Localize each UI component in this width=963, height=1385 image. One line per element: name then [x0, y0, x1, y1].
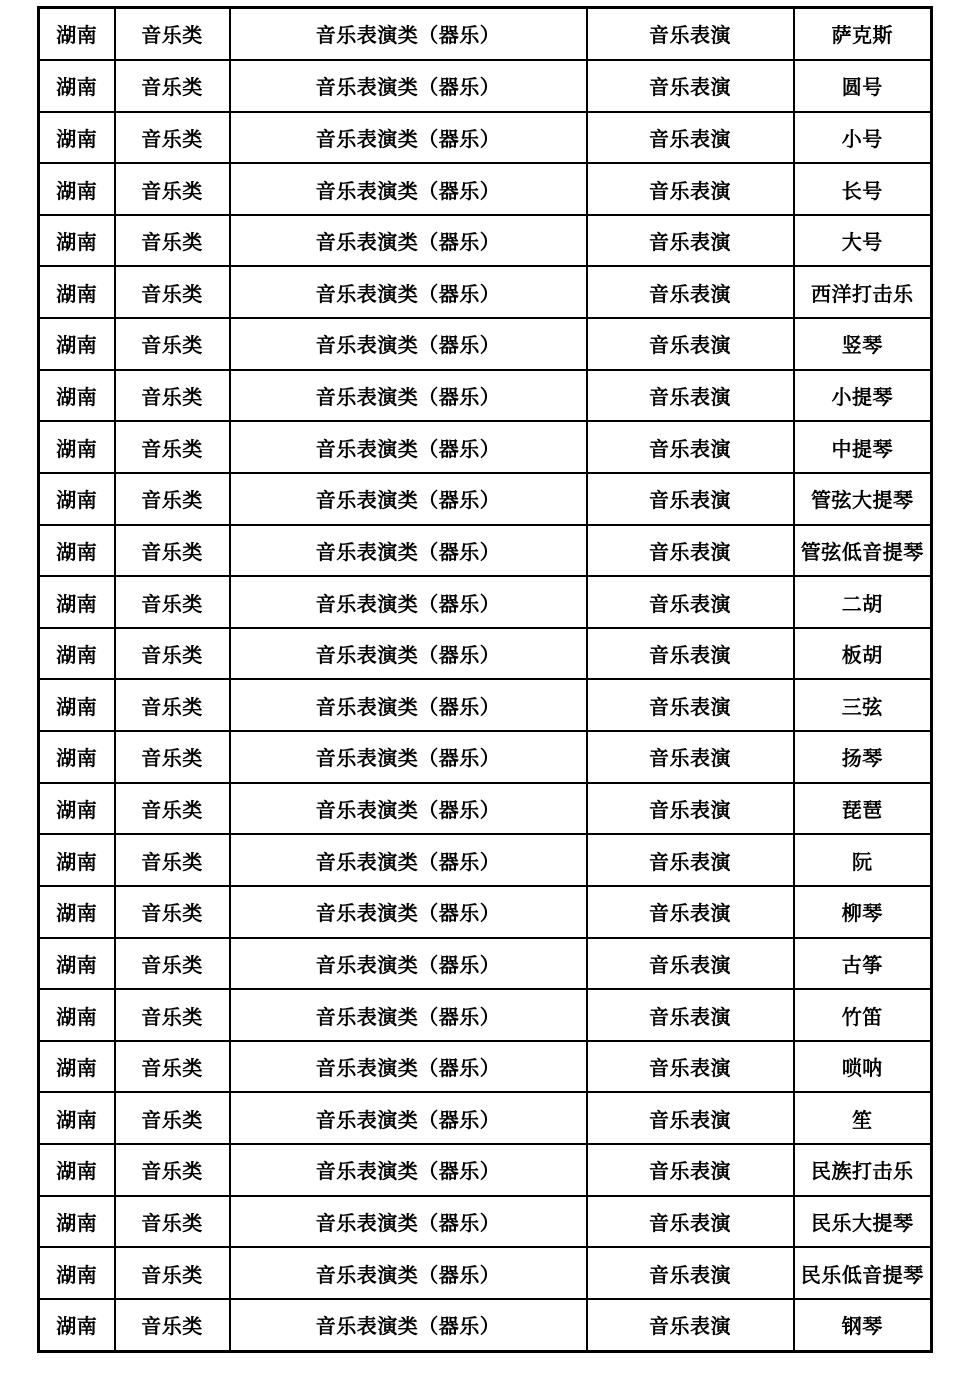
cell-major: 音乐表演 — [587, 525, 794, 577]
table-row — [39, 1299, 932, 1352]
cell-major: 音乐表演 — [587, 783, 794, 835]
table-row — [39, 731, 932, 783]
cell-province: 湖南 — [39, 1299, 115, 1352]
cell-province: 湖南 — [39, 783, 115, 835]
cell-major: 音乐表演 — [587, 1299, 794, 1352]
cell-province: 湖南 — [39, 370, 115, 422]
cell-major: 音乐表演 — [587, 215, 794, 267]
cell-category: 音乐类 — [115, 163, 230, 215]
table-row — [39, 938, 932, 990]
cell-category: 音乐类 — [115, 783, 230, 835]
cell-category: 音乐类 — [115, 1196, 230, 1248]
cell-category: 音乐类 — [115, 679, 230, 731]
cell-subcategory: 音乐表演类（器乐） — [230, 628, 587, 680]
cell-subcategory: 音乐表演类（器乐） — [230, 989, 587, 1041]
table-row — [39, 473, 932, 525]
cell-subcategory: 音乐表演类（器乐） — [230, 834, 587, 886]
table-row — [39, 163, 932, 215]
table-row — [39, 1041, 932, 1093]
cell-subcategory: 音乐表演类（器乐） — [230, 421, 587, 473]
cell-instrument: 大号 — [794, 215, 932, 267]
cell-province: 湖南 — [39, 1247, 115, 1299]
cell-major: 音乐表演 — [587, 60, 794, 112]
cell-major: 音乐表演 — [587, 886, 794, 938]
cell-province: 湖南 — [39, 318, 115, 370]
cell-instrument: 三弦 — [794, 679, 932, 731]
cell-subcategory: 音乐表演类（器乐） — [230, 938, 587, 990]
cell-subcategory: 音乐表演类（器乐） — [230, 886, 587, 938]
cell-subcategory: 音乐表演类（器乐） — [230, 731, 587, 783]
cell-category: 音乐类 — [115, 1144, 230, 1196]
cell-major: 音乐表演 — [587, 473, 794, 525]
table-row — [39, 989, 932, 1041]
cell-province: 湖南 — [39, 834, 115, 886]
table-row — [39, 215, 932, 267]
cell-category: 音乐类 — [115, 989, 230, 1041]
cell-instrument: 萨克斯 — [794, 8, 932, 60]
cell-category: 音乐类 — [115, 628, 230, 680]
cell-category: 音乐类 — [115, 1299, 230, 1352]
cell-category: 音乐类 — [115, 215, 230, 267]
cell-instrument: 扬琴 — [794, 731, 932, 783]
cell-subcategory: 音乐表演类（器乐） — [230, 576, 587, 628]
cell-instrument: 竹笛 — [794, 989, 932, 1041]
cell-category: 音乐类 — [115, 318, 230, 370]
cell-province: 湖南 — [39, 886, 115, 938]
cell-province: 湖南 — [39, 1041, 115, 1093]
cell-major: 音乐表演 — [587, 576, 794, 628]
cell-subcategory: 音乐表演类（器乐） — [230, 215, 587, 267]
cell-major: 音乐表演 — [587, 679, 794, 731]
cell-province: 湖南 — [39, 1196, 115, 1248]
cell-category: 音乐类 — [115, 112, 230, 164]
cell-subcategory: 音乐表演类（器乐） — [230, 783, 587, 835]
cell-major: 音乐表演 — [587, 834, 794, 886]
cell-subcategory: 音乐表演类（器乐） — [230, 318, 587, 370]
cell-subcategory: 音乐表演类（器乐） — [230, 1041, 587, 1093]
cell-category: 音乐类 — [115, 60, 230, 112]
cell-major: 音乐表演 — [587, 370, 794, 422]
cell-major: 音乐表演 — [587, 163, 794, 215]
table-row — [39, 266, 932, 318]
cell-province: 湖南 — [39, 1092, 115, 1144]
cell-province: 湖南 — [39, 8, 115, 60]
cell-instrument: 阮 — [794, 834, 932, 886]
table-row — [39, 886, 932, 938]
cell-subcategory: 音乐表演类（器乐） — [230, 370, 587, 422]
cell-major: 音乐表演 — [587, 731, 794, 783]
cell-instrument: 中提琴 — [794, 421, 932, 473]
cell-subcategory: 音乐表演类（器乐） — [230, 679, 587, 731]
cell-major: 音乐表演 — [587, 8, 794, 60]
cell-category: 音乐类 — [115, 886, 230, 938]
cell-major: 音乐表演 — [587, 938, 794, 990]
table-row — [39, 1092, 932, 1144]
cell-subcategory: 音乐表演类（器乐） — [230, 525, 587, 577]
cell-province: 湖南 — [39, 576, 115, 628]
table-row — [39, 112, 932, 164]
cell-province: 湖南 — [39, 525, 115, 577]
cell-province: 湖南 — [39, 215, 115, 267]
cell-major: 音乐表演 — [587, 1144, 794, 1196]
cell-category: 音乐类 — [115, 938, 230, 990]
cell-instrument: 琵琶 — [794, 783, 932, 835]
cell-category: 音乐类 — [115, 421, 230, 473]
table-row — [39, 525, 932, 577]
cell-instrument: 钢琴 — [794, 1299, 932, 1352]
cell-category: 音乐类 — [115, 576, 230, 628]
table-body — [39, 8, 932, 1352]
cell-instrument: 小提琴 — [794, 370, 932, 422]
cell-instrument: 古筝 — [794, 938, 932, 990]
cell-category: 音乐类 — [115, 525, 230, 577]
cell-instrument: 笙 — [794, 1092, 932, 1144]
cell-subcategory: 音乐表演类（器乐） — [230, 266, 587, 318]
table-row — [39, 834, 932, 886]
table-row — [39, 318, 932, 370]
table-row — [39, 783, 932, 835]
cell-category: 音乐类 — [115, 1247, 230, 1299]
cell-province: 湖南 — [39, 112, 115, 164]
cell-instrument: 管弦低音提琴 — [794, 525, 932, 577]
cell-category: 音乐类 — [115, 834, 230, 886]
cell-instrument: 二胡 — [794, 576, 932, 628]
cell-instrument: 唢呐 — [794, 1041, 932, 1093]
table-row — [39, 628, 932, 680]
cell-subcategory: 音乐表演类（器乐） — [230, 473, 587, 525]
cell-province: 湖南 — [39, 628, 115, 680]
cell-province: 湖南 — [39, 938, 115, 990]
cell-subcategory: 音乐表演类（器乐） — [230, 1144, 587, 1196]
cell-province: 湖南 — [39, 421, 115, 473]
table-row — [39, 421, 932, 473]
cell-province: 湖南 — [39, 473, 115, 525]
cell-instrument: 长号 — [794, 163, 932, 215]
cell-major: 音乐表演 — [587, 112, 794, 164]
cell-province: 湖南 — [39, 731, 115, 783]
cell-major: 音乐表演 — [587, 1092, 794, 1144]
cell-major: 音乐表演 — [587, 1196, 794, 1248]
cell-instrument: 柳琴 — [794, 886, 932, 938]
table-row — [39, 370, 932, 422]
cell-province: 湖南 — [39, 266, 115, 318]
table-row — [39, 576, 932, 628]
cell-subcategory: 音乐表演类（器乐） — [230, 1196, 587, 1248]
cell-instrument: 板胡 — [794, 628, 932, 680]
cell-subcategory: 音乐表演类（器乐） — [230, 60, 587, 112]
cell-instrument: 民乐大提琴 — [794, 1196, 932, 1248]
cell-province: 湖南 — [39, 679, 115, 731]
cell-subcategory: 音乐表演类（器乐） — [230, 1299, 587, 1352]
cell-category: 音乐类 — [115, 1092, 230, 1144]
cell-instrument: 西洋打击乐 — [794, 266, 932, 318]
cell-province: 湖南 — [39, 989, 115, 1041]
table-row — [39, 679, 932, 731]
cell-category: 音乐类 — [115, 473, 230, 525]
cell-subcategory: 音乐表演类（器乐） — [230, 1092, 587, 1144]
table-row — [39, 1247, 932, 1299]
cell-subcategory: 音乐表演类（器乐） — [230, 8, 587, 60]
cell-major: 音乐表演 — [587, 421, 794, 473]
cell-instrument: 管弦大提琴 — [794, 473, 932, 525]
cell-major: 音乐表演 — [587, 1041, 794, 1093]
cell-major: 音乐表演 — [587, 266, 794, 318]
cell-instrument: 竖琴 — [794, 318, 932, 370]
table-row — [39, 1144, 932, 1196]
cell-major: 音乐表演 — [587, 628, 794, 680]
table-row — [39, 8, 932, 60]
cell-major: 音乐表演 — [587, 1247, 794, 1299]
cell-category: 音乐类 — [115, 266, 230, 318]
cell-instrument: 民乐低音提琴 — [794, 1247, 932, 1299]
cell-category: 音乐类 — [115, 1041, 230, 1093]
cell-subcategory: 音乐表演类（器乐） — [230, 163, 587, 215]
cell-category: 音乐类 — [115, 370, 230, 422]
table-row — [39, 60, 932, 112]
cell-instrument: 民族打击乐 — [794, 1144, 932, 1196]
cell-province: 湖南 — [39, 163, 115, 215]
table-row — [39, 1196, 932, 1248]
cell-instrument: 小号 — [794, 112, 932, 164]
admissions-table — [37, 6, 933, 1353]
cell-subcategory: 音乐表演类（器乐） — [230, 112, 587, 164]
cell-province: 湖南 — [39, 60, 115, 112]
cell-major: 音乐表演 — [587, 989, 794, 1041]
cell-category: 音乐类 — [115, 8, 230, 60]
cell-category: 音乐类 — [115, 731, 230, 783]
cell-subcategory: 音乐表演类（器乐） — [230, 1247, 587, 1299]
cell-major: 音乐表演 — [587, 318, 794, 370]
cell-instrument: 圆号 — [794, 60, 932, 112]
cell-province: 湖南 — [39, 1144, 115, 1196]
